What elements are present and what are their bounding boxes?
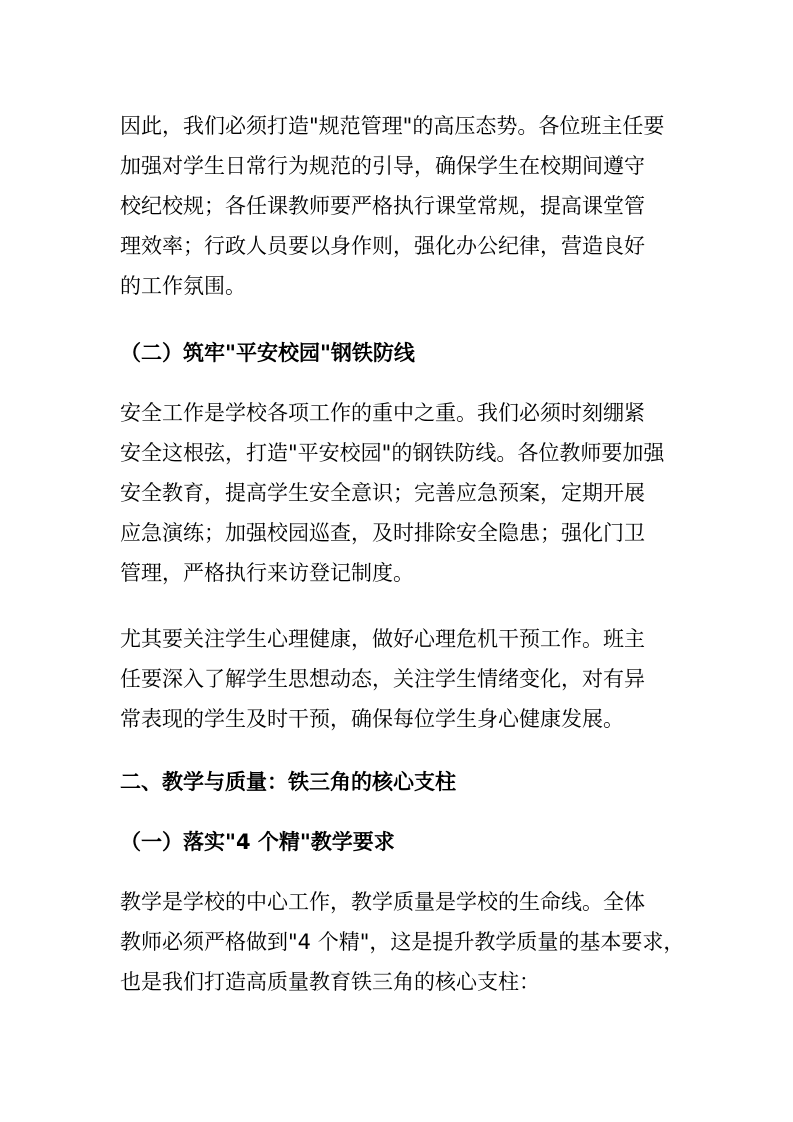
paragraph-mental-health <box>120 619 700 739</box>
heading-line: （一）落实"4 个精"教学要求 <box>120 830 395 854</box>
paragraph-line: 常表现的学生及时干预，确保每位学生身心健康发展。 <box>120 707 624 731</box>
paragraph-line: 教学是学校的中心工作，教学质量是学校的生命线。全体 <box>120 890 645 914</box>
paragraph-line: 也是我们打造高质量教育铁三角的核心支柱： <box>120 970 540 994</box>
paragraph-line: 理效率；行政人员要以身作则，强化办公纪律，营造良好 <box>120 234 645 258</box>
paragraph-line: 加强对学生日常行为规范的引导，确保学生在校期间遵守 <box>120 154 645 178</box>
paragraph-line: 校纪校规；各任课教师要严格执行课堂常规，提高课堂管 <box>120 194 645 218</box>
paragraph-line: 管理，严格执行来访登记制度。 <box>120 561 414 585</box>
paragraph-line: 尤其要关注学生心理健康，做好心理危机干预工作。班主 <box>120 627 645 651</box>
paragraph-line: 的工作氛围。 <box>120 274 246 298</box>
paragraph-safety <box>120 393 700 593</box>
section-heading-safe-campus <box>120 333 700 373</box>
paragraph-line: 因此，我们必须打造"规范管理"的高压态势。各位班主任要 <box>120 114 665 138</box>
heading-line: 二、教学与质量：铁三角的核心支柱 <box>120 770 456 794</box>
paragraph-line: 教师必须严格做到"4 个精"，这是提升教学质量的基本要求， <box>120 930 685 954</box>
paragraph-line: 安全工作是学校各项工作的重中之重。我们必须时刻绷紧 <box>120 401 645 425</box>
heading-line: （二）筑牢"平安校园"钢铁防线 <box>120 341 415 365</box>
section-heading-four-precise <box>120 822 700 862</box>
paragraph-line: 安全教育，提高学生安全意识；完善应急预案，定期开展 <box>120 481 645 505</box>
section-heading-teaching-quality <box>120 762 700 802</box>
paragraph-line: 应急演练；加强校园巡查，及时排除安全隐患；强化门卫 <box>120 521 645 545</box>
paragraph-line: 任要深入了解学生思想动态，关注学生情绪变化，对有异 <box>120 667 645 691</box>
paragraph-regulation <box>120 106 700 306</box>
paragraph-line: 安全这根弦，打造"平安校园"的钢铁防线。各位教师要加强 <box>120 441 665 465</box>
paragraph-teaching <box>120 882 700 1002</box>
